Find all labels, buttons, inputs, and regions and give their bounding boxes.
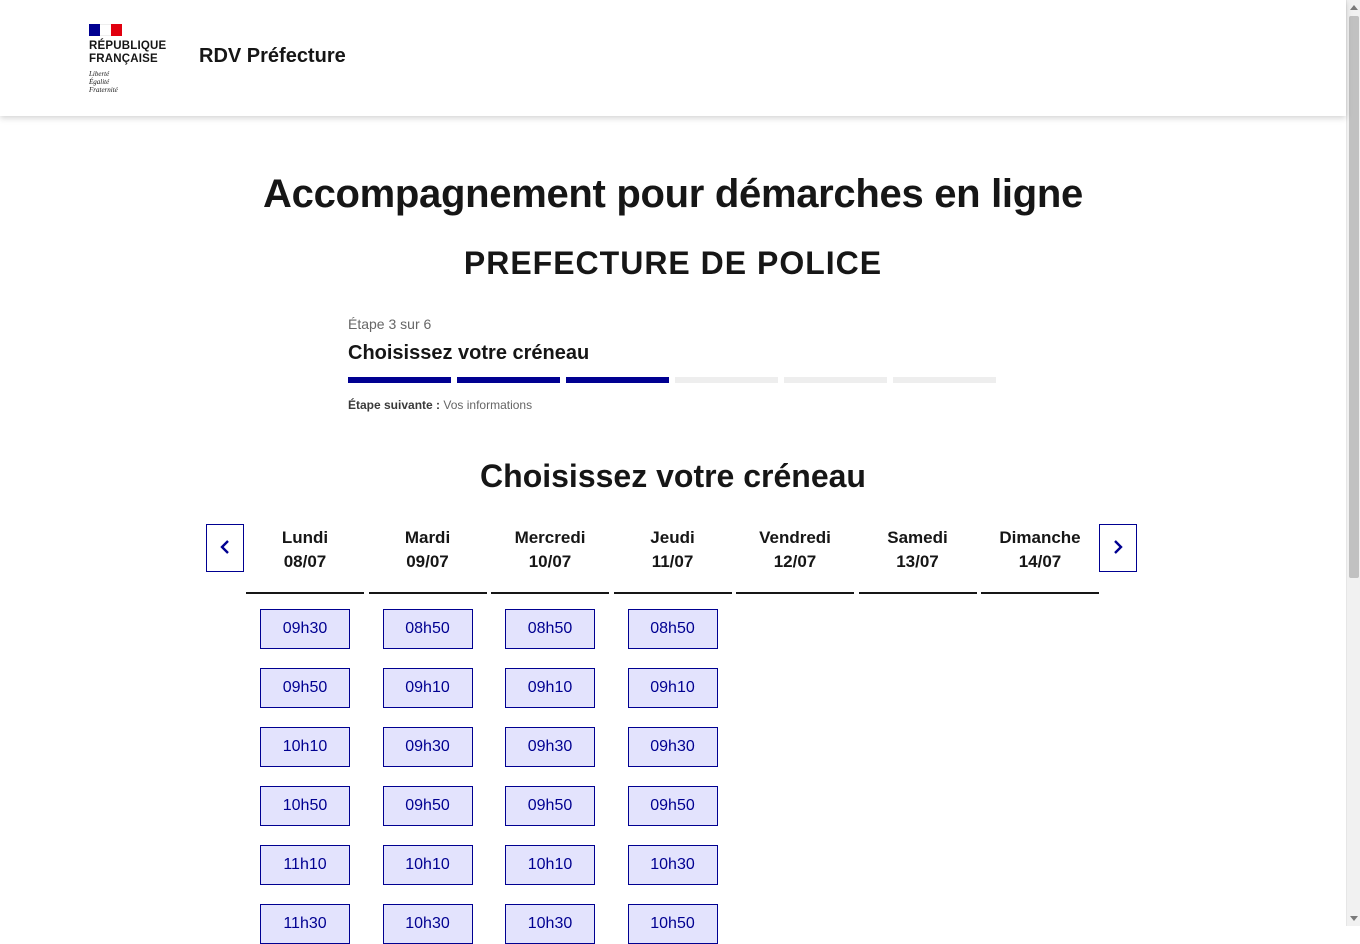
time-slot-button[interactable]: 10h10 [383,845,473,885]
time-slot-button[interactable]: 10h50 [260,786,350,826]
time-slot-button[interactable]: 08h50 [383,609,473,649]
time-slot-button[interactable]: 10h30 [383,904,473,944]
time-slot-button[interactable]: 11h10 [260,845,350,885]
republic-line-2: FRANÇAISE [89,53,158,65]
day-date: 12/07 [773,552,817,571]
step-count: Étape 3 sur 6 [348,316,432,332]
day-date: 08/07 [283,552,327,571]
next-step-value: Vos informations [443,398,533,412]
day-header [246,524,364,594]
time-slot-button[interactable]: 10h30 [505,904,595,944]
time-slot-button[interactable]: 09h30 [383,727,473,767]
republic-line-1: RÉPUBLIQUE [89,40,167,52]
day-name: Mercredi [514,528,586,547]
time-slot-button[interactable]: 09h30 [505,727,595,767]
day-column-lundi [246,524,364,944]
time-slot-list [383,609,473,944]
time-slot-button[interactable]: 09h50 [628,786,718,826]
day-date: 11/07 [651,552,694,571]
day-column-mercredi [491,524,609,944]
scroll-up-arrow-icon[interactable] [1350,5,1358,10]
day-column-vendredi [736,524,854,944]
time-slot-button[interactable]: 10h10 [505,845,595,885]
scrollbar-thumb[interactable] [1349,16,1359,578]
day-date: 09/07 [406,552,449,571]
time-slot-button[interactable]: 10h30 [628,845,718,885]
time-slot-button[interactable]: 09h50 [505,786,595,826]
motto-fraternite: Fraternité [89,86,118,94]
day-date: 13/07 [896,552,939,571]
day-name: Jeudi [650,528,695,547]
step-bar-4 [675,377,778,383]
day-name: Mardi [404,528,451,547]
republique-francaise-logo[interactable] [89,24,179,94]
stepper [348,316,998,412]
time-slot-button[interactable]: 09h30 [628,727,718,767]
time-slot-button[interactable]: 09h50 [260,668,350,708]
day-name: Samedi [887,528,948,547]
motto-liberte: Liberté [89,70,110,78]
day-header [736,524,854,594]
next-week-button[interactable] [1099,524,1137,572]
day-date: 10/07 [528,552,572,571]
calendar-title: Choisissez votre créneau [480,458,866,494]
time-slot-button[interactable]: 09h10 [383,668,473,708]
republic-motto [89,70,179,94]
day-header [369,524,487,594]
step-progress-bars [348,377,998,383]
step-bar-5 [784,377,887,383]
time-slot-button[interactable]: 09h50 [383,786,473,826]
site-header [0,0,1346,116]
time-slot-button[interactable]: 08h50 [628,609,718,649]
next-step-label: Étape suivante : [348,398,441,412]
time-slot-button[interactable]: 08h50 [505,609,595,649]
day-header [614,524,732,594]
time-slot-button[interactable]: 11h30 [260,904,350,944]
service-name-link[interactable]: RDV Préfecture [199,45,346,67]
republic-name [89,40,179,66]
time-slot-button[interactable]: 09h10 [628,668,718,708]
step-bar-6 [893,377,996,383]
page-scrollbar[interactable] [1346,0,1360,926]
time-slot-list [505,609,595,944]
day-name: Vendredi [759,528,831,547]
marianne-flag-icon [89,24,122,36]
chevron-left-icon [219,538,231,559]
previous-week-button[interactable] [206,524,244,572]
day-column-samedi [859,524,977,944]
time-slot-list [260,609,350,944]
motto-egalite: Égalité [89,78,110,86]
scroll-down-arrow-icon[interactable] [1350,916,1358,921]
time-slot-button[interactable]: 10h10 [260,727,350,767]
day-header [491,524,609,594]
time-slot-button[interactable]: 10h50 [628,904,718,944]
day-header [859,524,977,594]
chevron-right-icon [1112,538,1124,559]
time-slot-button[interactable]: 09h30 [260,609,350,649]
calendar-days [246,524,1104,944]
day-name: Lundi [281,528,329,547]
step-bar-1 [348,377,451,383]
step-bar-2 [457,377,560,383]
day-column-jeudi [614,524,732,944]
day-header [981,524,1099,594]
step-title: Choisissez votre créneau [348,342,590,364]
time-slot-button[interactable]: 09h10 [505,668,595,708]
day-column-mardi [369,524,487,944]
day-date: 14/07 [1018,552,1062,571]
next-step-info [348,398,998,412]
time-slot-list [628,609,718,944]
day-name: Dimanche [999,528,1081,547]
page-title: Accompagnement pour démarches en ligne [263,172,1083,216]
step-bar-3 [566,377,669,383]
prefecture-name: PREFECTURE DE POLICE [463,245,883,281]
day-column-dimanche [981,524,1099,944]
